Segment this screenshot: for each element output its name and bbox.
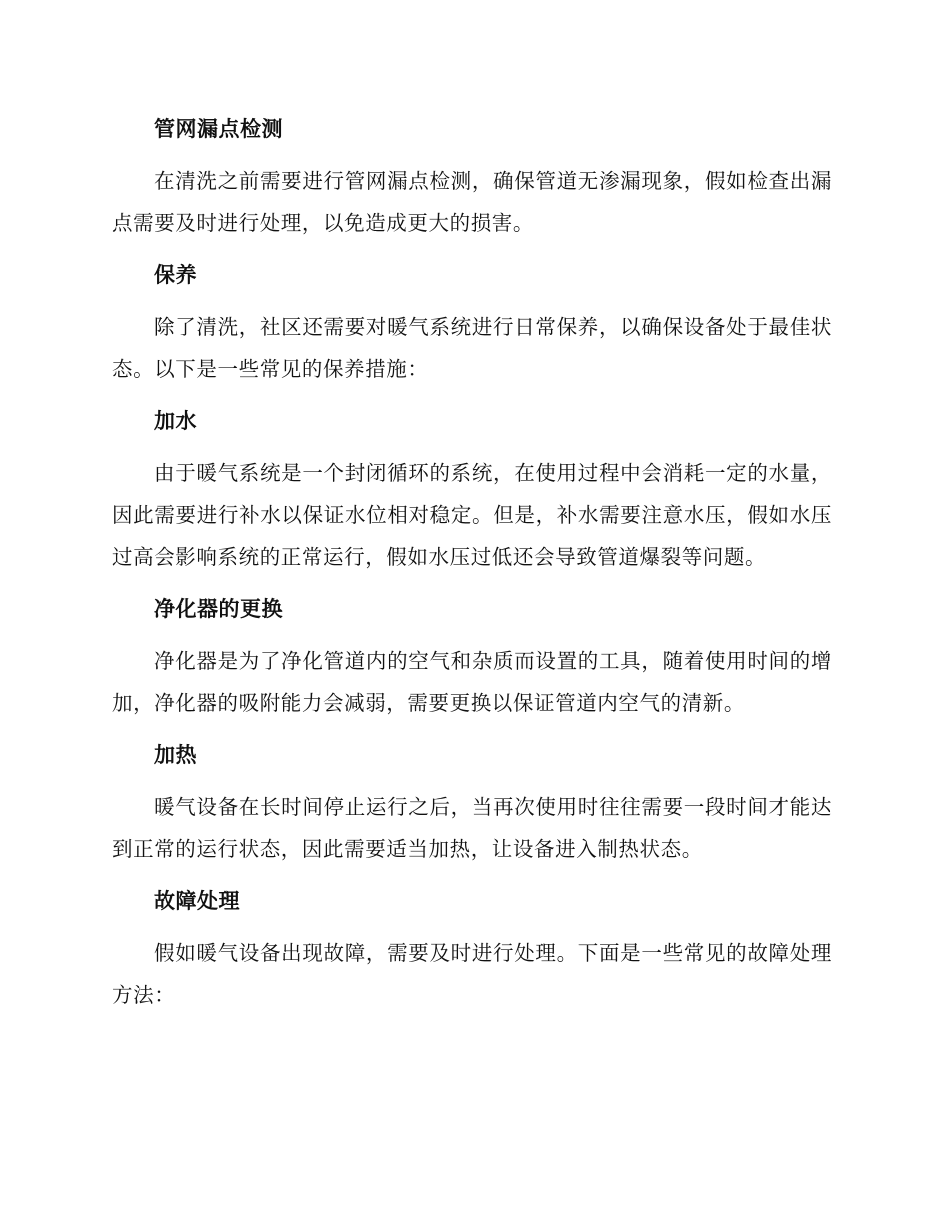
- section-paragraph: 假如暖气设备出现故障，需要及时进行处理。下面是一些常见的故障处理方法：: [112, 941, 832, 1007]
- section-paragraph: 暖气设备在长时间停止运行之后，当再次使用时往往需要一段时间才能达到正常的运行状态，因此需要适当加热，让设备进入制热状态。: [112, 795, 832, 861]
- document-body: [112, 108, 832, 1026]
- section-fault-handling: [112, 880, 832, 1016]
- section-paragraph: 除了清洗，社区还需要对暖气系统进行日常保养，以确保设备处于最佳状态。以下是一些常见的保养措施：: [112, 315, 832, 381]
- section-paragraph: 净化器是为了净化管道内的空气和杂质而设置的工具，随着使用时间的增加，净化器的吸附能力会减弱，需要更换以保证管道内空气的清新。: [112, 649, 832, 715]
- section-heading: 加水: [154, 409, 197, 433]
- section-heading: 加热: [154, 743, 197, 767]
- section-heading: 保养: [154, 263, 197, 287]
- section-leak-detection: [112, 108, 832, 244]
- section-purifier-replacement: [112, 588, 832, 724]
- section-heading: 故障处理: [154, 889, 240, 913]
- section-heating: [112, 734, 832, 870]
- section-heading: 管网漏点检测: [154, 117, 283, 141]
- section-paragraph: 由于暖气系统是一个封闭循环的系统，在使用过程中会消耗一定的水量，因此需要进行补水以保证水位相对稳定。但是，补水需要注意水压，假如水压过高会影响系统的正常运行，假如水压过低还会导致管道爆裂等问题。: [112, 461, 832, 569]
- section-add-water: [112, 400, 832, 578]
- section-heading: 净化器的更换: [154, 597, 283, 621]
- section-maintenance: [112, 254, 832, 390]
- section-paragraph: 在清洗之前需要进行管网漏点检测，确保管道无渗漏现象，假如检查出漏点需要及时进行处理，以免造成更大的损害。: [112, 169, 832, 235]
